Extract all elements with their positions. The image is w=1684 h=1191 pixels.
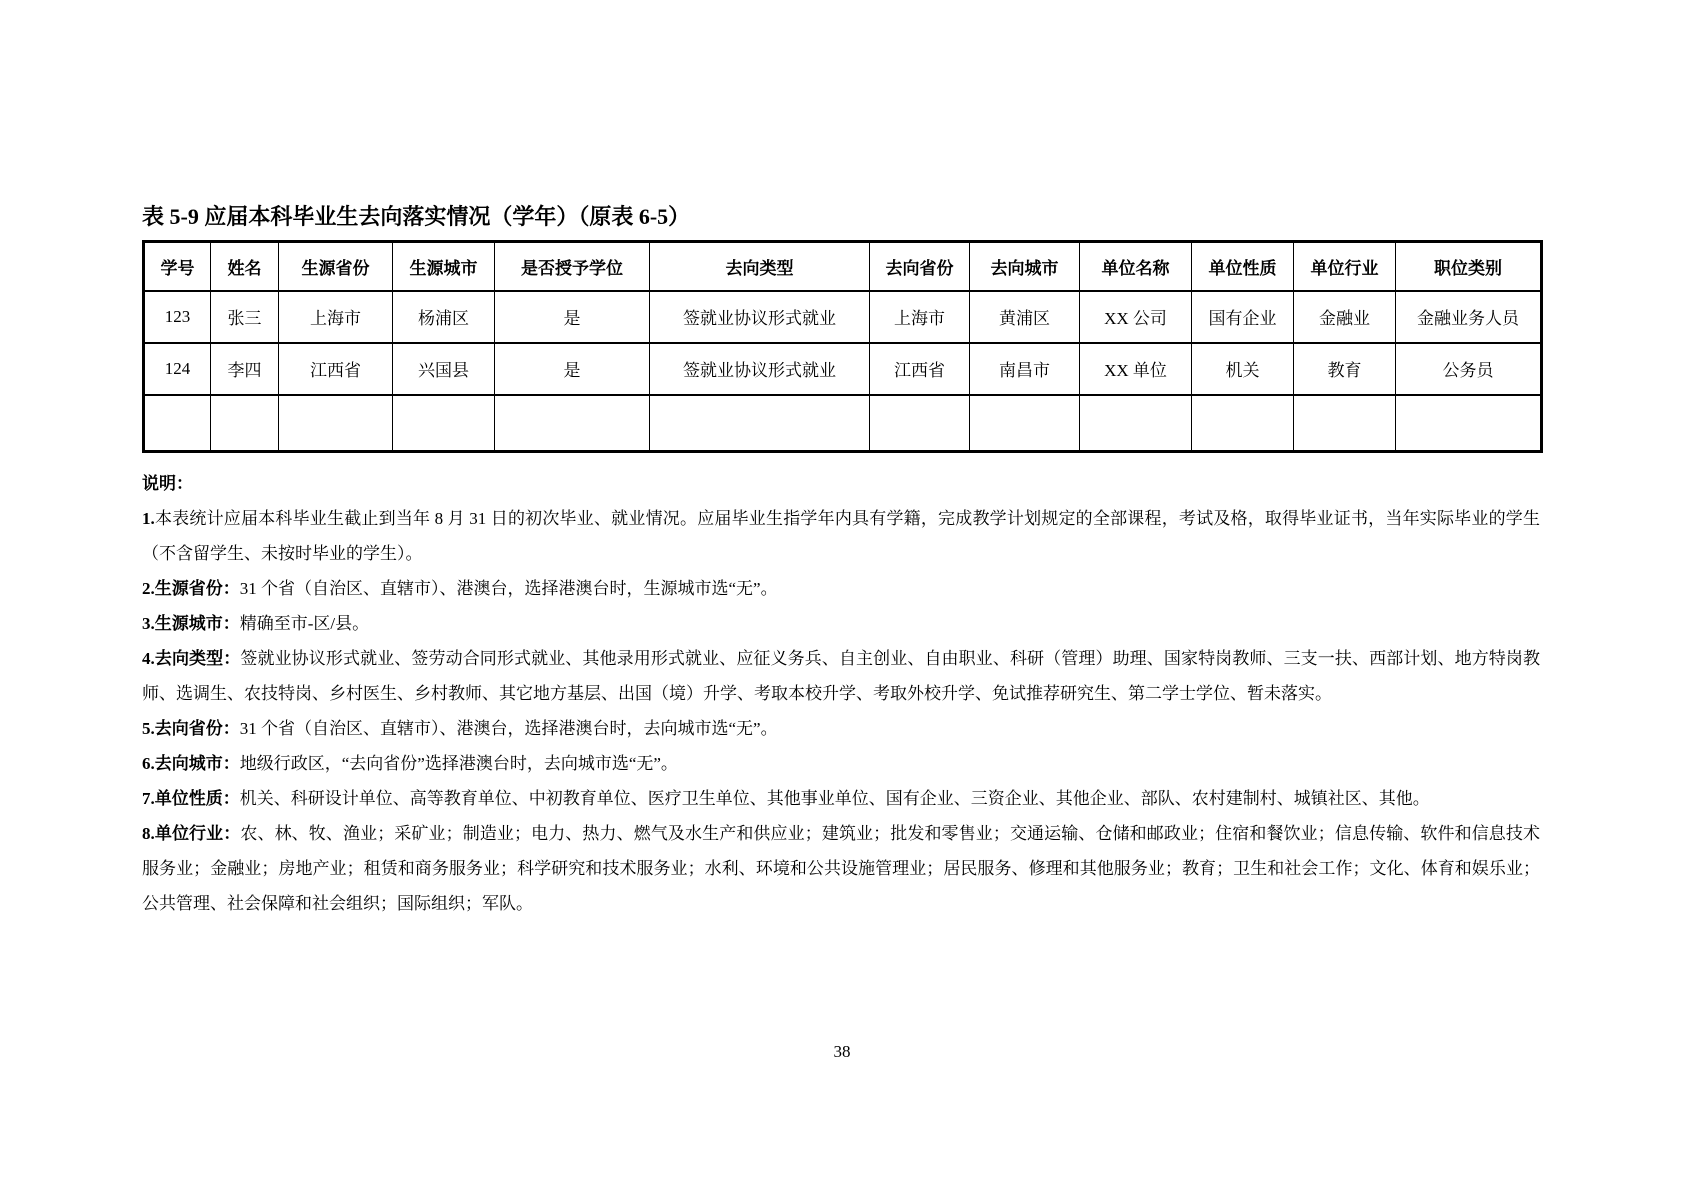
table-cell <box>1080 395 1192 452</box>
table-cell: 上海市 <box>870 291 970 343</box>
table-cell <box>1294 395 1396 452</box>
col-employer-industry: 单位行业 <box>1294 242 1396 291</box>
table-cell: 金融业务人员 <box>1396 291 1542 343</box>
note-item <box>142 746 1540 781</box>
header-row <box>144 242 1542 291</box>
col-degree-awarded: 是否授予学位 <box>495 242 650 291</box>
table-cell: XX 单位 <box>1080 343 1192 395</box>
document-content <box>142 200 1540 921</box>
note-item <box>142 606 1540 641</box>
table-row <box>144 343 1542 395</box>
table-cell: 南昌市 <box>970 343 1080 395</box>
table-cell: 黄浦区 <box>970 291 1080 343</box>
note-text: 本表统计应届本科毕业生截止到当年 8 月 31 日的初次毕业、就业情况。应届毕业生指学年内具有学籍，完成教学计划规定的全部课程，考试及格，取得毕业证书，当年实际毕业的学生（不含留学生、未按时毕业的学生）。 <box>142 509 1540 563</box>
note-label: 3.生源城市： <box>142 614 240 633</box>
table-cell: 签就业协议形式就业 <box>650 291 870 343</box>
col-destination-city: 去向城市 <box>970 242 1080 291</box>
note-label: 8.单位行业： <box>142 824 241 843</box>
table-cell <box>650 395 870 452</box>
col-employer-type: 单位性质 <box>1192 242 1294 291</box>
table-cell: 杨浦区 <box>393 291 495 343</box>
table-cell: 123 <box>144 291 211 343</box>
note-label: 2.生源省份： <box>142 579 240 598</box>
graduate-destination-table <box>142 240 1543 453</box>
note-item <box>142 781 1540 816</box>
table-cell: 兴国县 <box>393 343 495 395</box>
note-text: 签就业协议形式就业、签劳动合同形式就业、其他录用形式就业、应征义务兵、自主创业、自由职业、科研（管理）助理、国家特岗教师、三支一扶、西部计划、地方特岗教师、选调生、农技特岗、乡村医生、乡村教师、其它地方基层、出国（境）升学、考取本校升学、考取外校升学、免试推荐研究生、第二学士学位、暂未落实。 <box>142 649 1541 703</box>
col-student-id: 学号 <box>144 242 211 291</box>
table-cell: 教育 <box>1294 343 1396 395</box>
table-cell <box>870 395 970 452</box>
note-text: 31 个省（自治区、直辖市）、港澳台，选择港澳台时，生源城市选“无”。 <box>239 579 778 598</box>
table-cell <box>211 395 279 452</box>
table-row <box>144 291 1542 343</box>
note-label: 6.去向城市： <box>142 754 240 773</box>
col-job-category: 职位类别 <box>1396 242 1542 291</box>
note-text: 农、林、牧、渔业；采矿业；制造业；电力、热力、燃气及水生产和供应业；建筑业；批发和零售业；交通运输、仓储和邮政业；住宿和餐饮业；信息传输、软件和信息技术服务业；金融业；房地产业；租赁和商务服务业；科学研究和技术服务业；水利、环境和公共设施管理业；居民服务、修理和其他服务业；教育；卫生和社会工作；文化、体育和娱乐业；公共管理、社会保障和社会组织；国际组织；军队。 <box>142 824 1541 913</box>
table-cell: 金融业 <box>1294 291 1396 343</box>
note-text: 地级行政区，“去向省份”选择港澳台时，去向城市选“无”。 <box>239 754 678 773</box>
table-cell <box>279 395 393 452</box>
col-destination-province: 去向省份 <box>870 242 970 291</box>
table-cell: XX 公司 <box>1080 291 1192 343</box>
note-item <box>142 641 1540 711</box>
notes-section <box>142 466 1540 921</box>
table-cell: 江西省 <box>279 343 393 395</box>
table-cell <box>1192 395 1294 452</box>
note-text: 机关、科研设计单位、高等教育单位、中初教育单位、医疗卫生单位、其他事业单位、国有企业、三资企业、其他企业、部队、农村建制村、城镇社区、其他。 <box>239 789 1430 808</box>
note-text: 31 个省（自治区、直辖市）、港澳台，选择港澳台时，去向城市选“无”。 <box>239 719 778 738</box>
table-cell <box>495 395 650 452</box>
note-item <box>142 501 1540 571</box>
table-cell: 张三 <box>211 291 279 343</box>
col-origin-province: 生源省份 <box>279 242 393 291</box>
table-cell <box>393 395 495 452</box>
table-cell: 是 <box>495 343 650 395</box>
col-destination-type: 去向类型 <box>650 242 870 291</box>
table-cell: 124 <box>144 343 211 395</box>
table-cell: 李四 <box>211 343 279 395</box>
table-cell <box>970 395 1080 452</box>
col-origin-city: 生源城市 <box>393 242 495 291</box>
col-name: 姓名 <box>211 242 279 291</box>
table-cell <box>1396 395 1542 452</box>
col-employer-name: 单位名称 <box>1080 242 1192 291</box>
note-label: 1. <box>142 509 155 528</box>
note-text: 精确至市-区/县。 <box>239 614 370 633</box>
note-label: 5.去向省份： <box>142 719 240 738</box>
table-cell: 上海市 <box>279 291 393 343</box>
note-label: 4.去向类型： <box>142 649 241 668</box>
note-label: 7.单位性质： <box>142 789 240 808</box>
table-cell: 国有企业 <box>1192 291 1294 343</box>
note-item <box>142 571 1540 606</box>
note-item <box>142 816 1540 921</box>
table-title: 表 5-9 应届本科毕业生去向落实情况（学年）（原表 6-5） <box>142 204 691 229</box>
table-cell: 签就业协议形式就业 <box>650 343 870 395</box>
table-cell: 公务员 <box>1396 343 1542 395</box>
notes-heading: 说明： <box>142 474 193 493</box>
table-cell: 是 <box>495 291 650 343</box>
page-number: 38 <box>833 1042 851 1061</box>
table-cell <box>144 395 211 452</box>
note-item <box>142 711 1540 746</box>
empty-row <box>144 395 1542 452</box>
table-cell: 机关 <box>1192 343 1294 395</box>
table-cell: 江西省 <box>870 343 970 395</box>
